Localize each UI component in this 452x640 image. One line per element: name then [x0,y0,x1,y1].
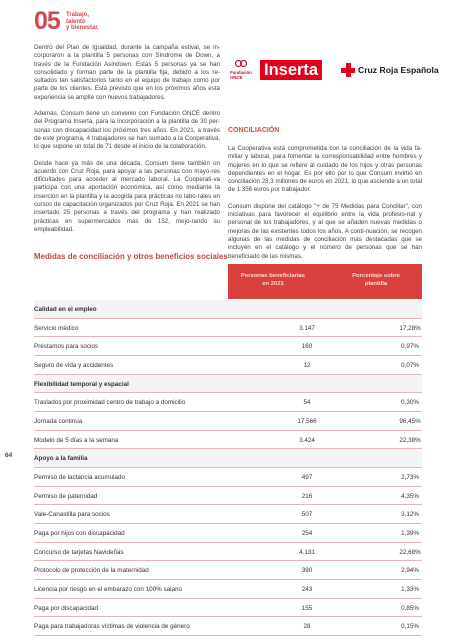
table-row [34,524,422,543]
measure-label: Modelo de 5 días a la semana [34,436,119,444]
table-category-row [34,449,422,468]
right-column [228,145,422,269]
measure-label: Permiso de lactancia acumulado [34,474,126,481]
category-label: Apoyo a la familia [34,455,88,463]
beneficiaries-value: 3.147 [299,324,315,332]
paragraph: La Cooperativa está comprometida con la conciliación de la vida fa-miliar y laboral, para fomentar la corresponsabilidad entre hombres y mujeres en lo que se refiere al cuidado de los hijos y otras personas dependientes en el hogar. Es por ello por lo que Consum invirtió en conciliación 28,3 millones de euros en 2021, lo que asciende a un total de 1.356 euros por trabajador. [228,145,423,194]
section-number: 05 [34,7,60,35]
percentage-value: 2,73% [401,474,419,481]
section-title-line: y bienestar. [66,25,100,31]
table-row [34,337,422,356]
measure-label: Licencia por riesgo en el embarazo con 100% salario [34,586,183,593]
percentage-value: 0,07% [401,362,419,369]
beneficiaries-value: 3.424 [299,436,315,444]
paragraph: Desde hace ya más de una década, Consum tiene también un acuerdo con Cruz Roja, para apoyar a las personas con mayo-res dificultades para acceder al mercado laboral. La Cooperati-va participa con una aportación económica, así como mediante la inserción en la plantilla y la acogida para prácticas no labo-rales en cursos de capacitación organizados por Cruz Roja. En 2021 se han insertado 25 personas a través del programa y han realizado prácticas en supermercados más de 152, mejo-rando su empleabilidad. [34,159,220,233]
beneficiaries-value: 28 [303,623,311,631]
percentage-value: 22,68% [399,548,421,556]
measure-label: Permiso de paternidad [34,492,98,500]
percentage-value: 17,28% [399,324,421,332]
table-header [228,264,422,299]
beneficiaries-value: 4.131 [299,548,315,556]
measure-label: Paga para trabajadoras víctimas de violencia de género [34,623,190,631]
measure-label: Traslados por proximidad centro de trabajo a domicilio [34,399,186,407]
table-row [34,431,422,450]
partner-logos [228,58,439,84]
once-rings-icon [235,59,247,68]
percentage-value: 0,97% [401,343,419,351]
table-category-row [34,300,422,319]
percentage-value: 0,30% [401,399,419,407]
beneficiaries-value: 507 [301,511,313,519]
percentage-value: 1,33% [401,586,419,593]
measure-label: Préstamos para socios [34,343,99,351]
beneficiaries-value: 54 [303,399,311,407]
percentage-value: 22,38% [399,436,421,444]
header-beneficiaries [228,272,318,288]
section-title-line: talento [66,18,86,25]
table-row [34,319,422,338]
conciliation-heading: CONCILIACIÓN [228,127,280,134]
beneficiaries-value: 160 [301,343,313,351]
beneficiaries-value: 216 [301,492,313,500]
beneficiaries-value: 390 [301,567,313,575]
inserta-logo: Inserta [260,60,322,80]
section-title [66,12,126,32]
beneficiaries-value: 17.566 [297,418,317,425]
measure-label: Paga por hijos con discapacidad [34,530,125,537]
cruz-roja-name: Cruz Roja Española [358,65,439,75]
header-line: Porcentaje sobre [352,273,400,279]
section-title-line: Trabajo, [66,12,90,18]
table-row [34,356,422,375]
table-row [34,393,422,412]
measure-label: Seguro de vida y accidentes [34,362,114,369]
once-line: ONCE [230,75,243,80]
paragraph: Dentro del Plan de Igualdad, durante la campaña estival, se in-corporaron a la plantilla 5 personas con Síndrome de Down, a través de la Fundación Asindown. Estas 5 personas ya se han consolidado y forman parte de la plantilla fija, debido a los re-sultados tan satisfactorios tanto en el equipo de trabajo como por parte de los clientes. Está previsto que en los próximos años esta experiencia se amplíe con nuevos trabajadores. [34,44,220,101]
red-cross-icon [341,63,355,77]
percentage-value: 2,94% [401,567,419,575]
header-line: en 2021 [262,281,284,287]
percentage-value: 0,85% [401,604,419,612]
measure-label: Protocolo de protección de la maternidad [34,567,149,575]
percentage-value: 3,12% [401,511,419,519]
percentage-value: 0,15% [401,623,419,631]
percentage-value: 4,35% [401,492,419,500]
category-label: Calidad en el empleo [34,306,97,313]
paragraph: Además, Consum tiene un convenio con Fundación ONCE dentro del Programa Inserta, para la incorporación a la plantilla de 30 per-sonas con discapacidad los próximos tres años. En 2021, a través de este programa, 4 trabajadores se han sumado a la Cooperativa, lo que supone un total de 71 desde el inicio de la colaboración. [34,110,220,151]
table-row [34,468,422,487]
fundacion-once-logo [230,59,254,83]
row-divider [34,635,422,636]
measure-label: Jornada continua [34,418,83,425]
measure-label: Servicio médico [34,324,79,332]
header-line: plantilla [364,281,388,287]
header-percentage [330,272,422,288]
left-column [34,44,220,242]
measure-label: Concurso de tarjetas Navideñas [34,548,124,556]
header-line: Personas beneficiarias [240,273,306,279]
page-number: 64 [5,452,13,459]
percentage-value: 1,39% [401,530,419,537]
category-label: Flexibilidad temporal y espacial [34,380,129,388]
beneficiaries-value: 254 [301,530,313,537]
table-row [34,543,422,562]
paragraph: Consum dispone del catálogo "+ de 75 Medidas para Conciliar", con iniciativas para favorecer el equilibrio entre la vida profesio-nal y personal de los trabajadores, y al que se añaden nuevas medidas o mejoras de las existentes todos los años. A conti-nuación, se recogen algunas de las medidas de conciliación más destacadas que se incluyen en el catálogo y el número de personas que se han beneficiado de las mismas. [228,202,422,260]
table-title: Medidas de conciliación y otros beneficios sociales [34,252,228,261]
table-row [34,487,422,506]
table-category-row [34,375,422,394]
beneficiaries-value: 155 [301,604,313,612]
measure-label: Paga por discapacidad [34,604,99,612]
table-row [34,580,422,599]
table-row [34,412,422,431]
percentage-value: 96,45% [399,418,421,425]
table-row [34,561,422,580]
beneficiaries-value: 497 [301,474,313,481]
table-row [34,599,422,618]
beneficiaries-value: 12 [303,362,311,369]
beneficiaries-value: 243 [301,586,313,593]
once-line: Fundación [230,70,252,75]
measure-label: Vale-Canastilla para socios [34,511,110,519]
table-row [34,617,422,636]
table-row [34,505,422,524]
